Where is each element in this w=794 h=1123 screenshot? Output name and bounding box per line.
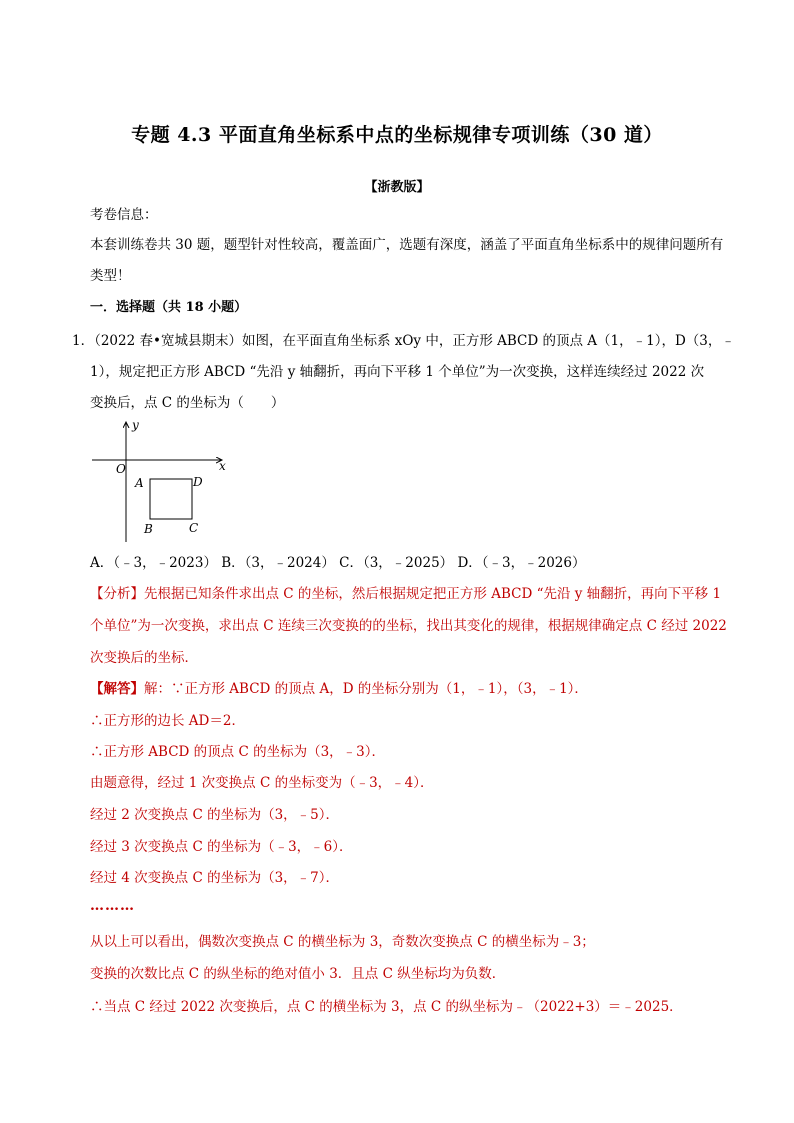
answer-line-2: ∴正方形的边长 AD＝2． <box>90 713 245 729</box>
answer-label: 【解答】 <box>90 681 144 697</box>
answer-line-10: ∴当点 C 经过 2022 次变换后，点 C 的横坐标为 3，点 C 的纵坐标为﹣（2022+3）＝﹣2025． <box>90 999 683 1015</box>
coordinate-figure <box>88 418 248 544</box>
section-heading: 一．选择题（共 18 小题） <box>90 300 248 315</box>
answer-line-1 <box>90 677 588 697</box>
question-line-1: 1．（2022 春•宽城县期末）如图，在平面直角坐标系 xOy 中，正方形 ABCD 的顶点 A（1，﹣1），D（3，﹣ <box>72 333 735 349</box>
answer-line-1-text: 解：∵正方形 ABCD 的顶点 A，D 的坐标分别为（1，﹣1），（3，﹣1）． <box>144 681 588 697</box>
ellipsis-dots: ……… <box>90 898 135 914</box>
point-a-label: A <box>135 476 144 490</box>
analysis-line-1: 【分析】先根据已知条件求出点 C 的坐标，然后根据规定把正方形 ABCD “先沿 y 轴翻折，再向下平移 1 <box>90 586 722 602</box>
analysis-line-2: 个单位”为一次变换，求出点 C 连续三次变换的的坐标，找出其变化的规律，根据规律确定点 C 经过 2022 <box>90 618 727 634</box>
answer-line-3: ∴正方形 ABCD 的顶点 C 的坐标为（3，﹣3）． <box>90 744 385 760</box>
point-d-label: D <box>193 475 203 489</box>
answer-line-4: 由题意得，经过 1 次变换点 C 的坐标变为（﹣3，﹣4）． <box>90 775 434 791</box>
info-text-line-2: 类型！ <box>90 268 131 284</box>
x-axis-label: x <box>219 459 226 473</box>
square-abcd <box>150 479 192 519</box>
answer-line-7: 经过 4 次变换点 C 的坐标为（3，﹣7）． <box>90 870 340 886</box>
answer-line-8: 从以上可以看出，偶数次变换点 C 的横坐标为 3，奇数次变换点 C 的横坐标为﹣3； <box>90 934 595 950</box>
point-b-label: B <box>144 522 153 536</box>
info-text-line-1: 本套训练卷共 30 题，题型针对性较高，覆盖面广，选题有深度，涵盖了平面直角坐标系中的规律问题所有 <box>90 237 724 253</box>
answer-line-9: 变换的次数比点 C 的纵坐标的绝对值小 3．且点 C 纵坐标均为负数． <box>90 966 506 982</box>
question-line-3: 变换后，点 C 的坐标为（ ） <box>90 395 285 411</box>
page-title: 专题 4.3 平面直角坐标系中点的坐标规律专项训练（30 道） <box>131 124 663 146</box>
info-label: 考卷信息： <box>90 207 158 223</box>
origin-label: O <box>116 462 126 476</box>
edition-label: 【浙教版】 <box>364 180 430 195</box>
question-line-2: 1），规定把正方形 ABCD “先沿 y 轴翻折，再向下平移 1 个单位”为一次变换，这样连续经过 2022 次 <box>90 364 705 380</box>
answer-line-6: 经过 3 次变换点 C 的坐标为（﹣3，﹣6）． <box>90 839 353 855</box>
point-c-label: C <box>189 521 199 535</box>
answer-line-5: 经过 2 次变换点 C 的坐标为（3，﹣5）． <box>90 807 340 823</box>
analysis-line-3: 次变换后的坐标． <box>90 650 198 666</box>
answer-options: A．（﹣3，﹣2023） B．（3，﹣2024） C．（3，﹣2025） D．（﹣3，﹣2026） <box>90 555 586 571</box>
y-axis-label: y <box>132 418 139 432</box>
